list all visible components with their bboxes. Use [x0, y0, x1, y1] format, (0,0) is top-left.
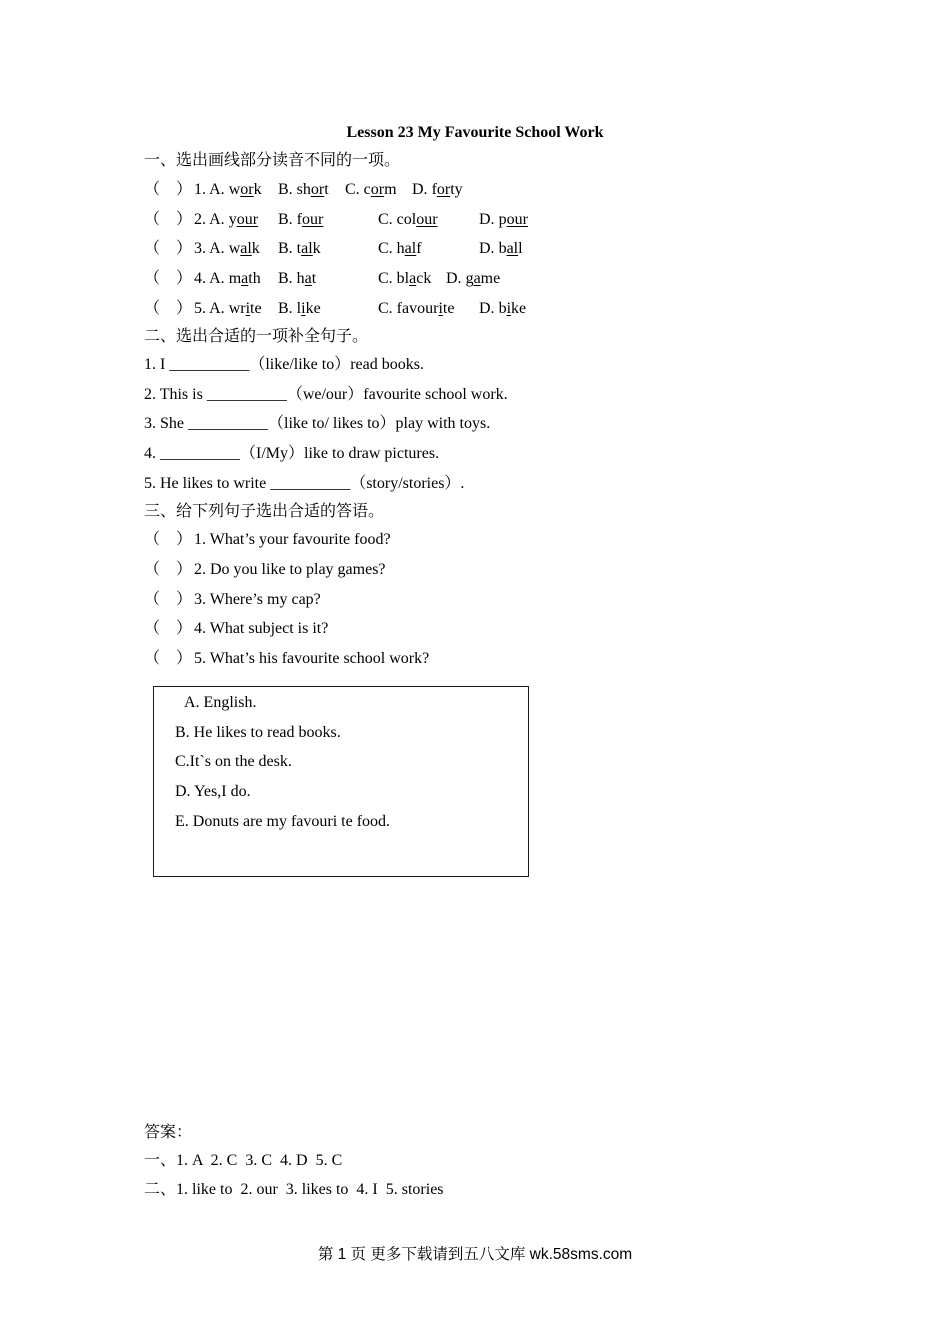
option-d — [479, 239, 523, 259]
word-part: favour — [396, 300, 439, 317]
sentence-text: 3. She __________（like to/ likes to）play with toys. — [144, 415, 491, 432]
question-number: 5. — [194, 300, 206, 317]
phonics-question-row — [0, 180, 950, 200]
option-label: A. — [209, 211, 225, 228]
question-number: 4. — [194, 270, 206, 287]
option-label: C. — [345, 181, 360, 198]
option-label: D. — [479, 300, 495, 317]
answer-key-line — [0, 1180, 950, 1200]
answer-key-heading — [0, 1123, 950, 1143]
word-part: l — [296, 300, 302, 317]
word-part: h — [396, 240, 405, 257]
answer-paren: （ ） — [144, 591, 193, 608]
option-label: B. — [278, 300, 293, 317]
question-text: 4. What subject is it? — [194, 620, 329, 637]
word-part: bl — [396, 270, 410, 287]
question-text: 2. Do you like to play games? — [194, 561, 386, 578]
option-c — [378, 239, 422, 259]
word-part: k — [253, 181, 262, 198]
question-text: 1. What’s your favourite food? — [194, 531, 391, 548]
section1-heading-text: 一、选出画线部分读音不同的一项。 — [144, 152, 401, 169]
phonics-question-row — [0, 269, 950, 289]
underlined-part: a — [241, 270, 249, 287]
option-b — [278, 269, 316, 289]
underlined-part: al — [240, 240, 252, 257]
match-question-row — [0, 530, 950, 550]
answer-options-box — [153, 686, 529, 877]
word-part: me — [480, 270, 501, 287]
option-c — [378, 299, 454, 319]
question-number: 1. — [194, 181, 206, 198]
option-c — [378, 269, 431, 289]
sentence-text: 1. I __________（like/like to）read books. — [144, 356, 424, 373]
word-part: ke — [305, 300, 321, 317]
word-part: y — [228, 211, 237, 228]
word-part: f — [296, 211, 302, 228]
phonics-question-row — [0, 210, 950, 230]
option-label: D. — [412, 181, 428, 198]
option-label: B. — [278, 270, 293, 287]
question-text: 3. Where’s my cap? — [194, 591, 321, 608]
option-a — [194, 180, 262, 200]
word-part: col — [396, 211, 417, 228]
option-b — [278, 180, 329, 200]
answer-paren: （ ） — [144, 211, 193, 228]
question-number: 3. — [194, 240, 206, 257]
word-part: k — [312, 240, 321, 257]
option-label: B. — [278, 240, 293, 257]
answer-key-line — [0, 1151, 950, 1171]
option-c — [378, 210, 438, 230]
underlined-part: al — [404, 240, 417, 257]
word-part: ty — [450, 181, 463, 198]
answer-paren: （ ） — [144, 300, 193, 317]
word-part: sh — [296, 181, 311, 198]
answer-paren: （ ） — [144, 240, 193, 257]
underlined-part: our — [506, 211, 528, 228]
option-label: B. — [278, 181, 293, 198]
option-label: C. — [378, 240, 393, 257]
underlined-part: or — [310, 181, 325, 198]
word-part: l — [518, 240, 523, 257]
answer-paren: （ ） — [144, 181, 193, 198]
option-label: C. — [378, 270, 393, 287]
fill-blank-sentence — [0, 474, 950, 494]
word-part: f — [416, 240, 422, 257]
fill-blank-sentence — [0, 444, 950, 464]
answer-paren: （ ） — [144, 620, 193, 637]
word-part: th — [248, 270, 261, 287]
underlined-part: a — [473, 270, 481, 287]
option-label: A. — [209, 240, 225, 257]
option-b — [278, 210, 323, 230]
answer-key-text: 一、1. A 2. C 3. C 4. D 5. C — [144, 1152, 343, 1169]
answer-key-heading-text: 答案： — [144, 1124, 193, 1141]
match-question-row — [0, 590, 950, 610]
answer-paren: （ ） — [144, 531, 193, 548]
word-part: ke — [511, 300, 527, 317]
option-label: A. — [209, 270, 225, 287]
word-part: te — [442, 300, 455, 317]
word-part: b — [498, 300, 507, 317]
section3-heading-text: 三、给下列句子选出合适的答语。 — [144, 503, 385, 520]
fill-blank-sentence — [0, 385, 950, 405]
phonics-question-row — [0, 239, 950, 259]
answer-option: E. Donuts are my favouri te food. — [175, 813, 391, 830]
option-c — [345, 180, 397, 200]
answer-paren: （ ） — [144, 270, 193, 287]
phonics-question-row — [0, 299, 950, 319]
answer-option: D. Yes,I do. — [175, 783, 251, 800]
option-d — [479, 299, 526, 319]
answer-key-text: 二、1. like to 2. our 3. likes to 4. I 5. stories — [144, 1181, 444, 1198]
option-label: C. — [378, 211, 393, 228]
question-text: 5. What’s his favourite school work? — [194, 650, 430, 667]
underlined-part: i — [301, 300, 306, 317]
option-b — [278, 239, 321, 259]
word-part: c — [363, 181, 371, 198]
word-part: te — [250, 300, 262, 317]
word-part: g — [465, 270, 474, 287]
word-part: t — [324, 181, 329, 198]
underlined-part: our — [236, 211, 259, 228]
option-a — [194, 210, 258, 230]
sentence-text: 4. __________（I/My）like to draw pictures. — [144, 445, 440, 462]
option-d — [446, 269, 500, 289]
section2-heading-text: 二、选出合适的一项补全句子。 — [144, 328, 369, 345]
option-label: D. — [479, 240, 495, 257]
underlined-part: or — [370, 181, 385, 198]
option-a — [194, 269, 261, 289]
question-number: 2. — [194, 211, 206, 228]
underlined-part: a — [409, 270, 417, 287]
underlined-part: a — [304, 270, 312, 287]
option-label: C. — [378, 300, 393, 317]
word-part: k — [251, 240, 260, 257]
answer-option: A. English. — [184, 694, 257, 711]
underlined-part: or — [240, 181, 254, 198]
option-label: B. — [278, 211, 293, 228]
underlined-part: our — [302, 211, 324, 228]
option-d — [412, 180, 463, 200]
section2-heading — [0, 327, 950, 347]
sentence-text: 2. This is __________（we/our）favourite school work. — [144, 386, 508, 403]
option-d — [479, 210, 528, 230]
word-part: h — [296, 270, 305, 287]
option-a — [194, 299, 262, 319]
option-a — [194, 239, 260, 259]
sentence-text: 5. He likes to write __________（story/stories）. — [144, 475, 465, 492]
word-part: ck — [416, 270, 432, 287]
underlined-part: i — [245, 300, 251, 317]
answer-paren: （ ） — [144, 561, 193, 578]
answer-paren: （ ） — [144, 650, 193, 667]
match-question-row — [0, 649, 950, 669]
match-question-row — [0, 619, 950, 639]
option-label: A. — [209, 300, 225, 317]
underlined-part: al — [301, 240, 313, 257]
fill-blank-sentence — [0, 355, 950, 375]
word-part: t — [296, 240, 302, 257]
word-part: t — [311, 270, 317, 287]
underlined-part: i — [438, 300, 443, 317]
option-label: D. — [446, 270, 462, 287]
word-part: m — [384, 181, 397, 198]
underlined-part: i — [506, 300, 512, 317]
word-part: b — [498, 240, 507, 257]
word-part: f — [431, 181, 437, 198]
option-label: A. — [209, 181, 225, 198]
underlined-part: or — [436, 181, 451, 198]
word-part: w — [228, 240, 241, 257]
word-part: wr — [228, 300, 246, 317]
word-part: m — [228, 270, 242, 287]
section3-heading — [0, 502, 950, 522]
fill-blank-sentence — [0, 414, 950, 434]
page-footer: 第 1 页 更多下载请到五八文库 wk.58sms.com — [317, 1246, 633, 1263]
option-b — [278, 299, 321, 319]
answer-option: C.It`s on the desk. — [175, 753, 292, 770]
word-part: w — [228, 181, 241, 198]
word-part: p — [498, 211, 507, 228]
answer-option: B. He likes to read books. — [175, 724, 341, 741]
page-title: Lesson 23 My Favourite School Work — [346, 124, 604, 141]
underlined-part: our — [416, 211, 438, 228]
underlined-part: al — [506, 240, 519, 257]
option-label: D. — [479, 211, 495, 228]
section1-heading — [0, 151, 950, 171]
match-question-row — [0, 560, 950, 580]
